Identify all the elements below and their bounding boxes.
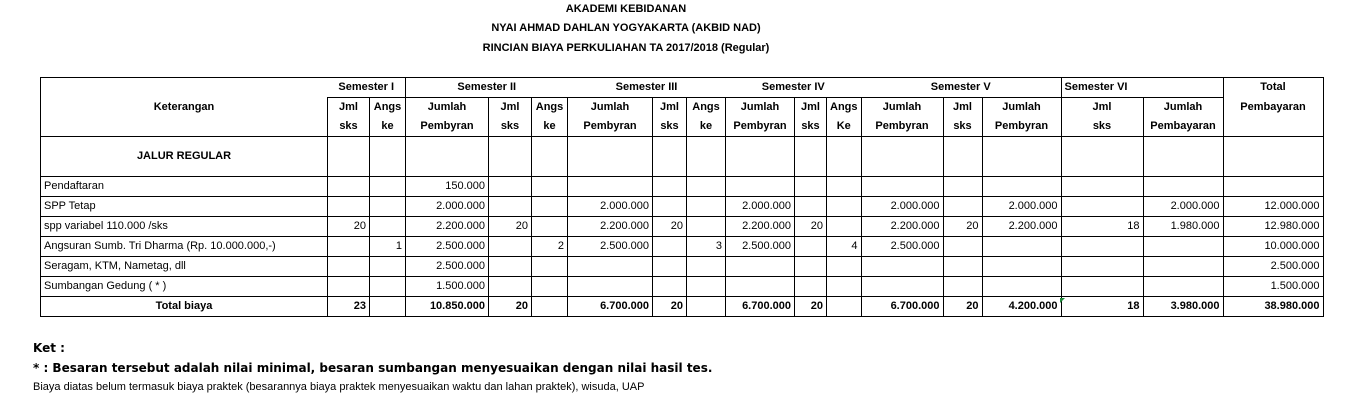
table-cell: [982, 177, 1061, 197]
pembayaran-header: Pembayaran: [1223, 98, 1323, 118]
table-cell: 2.500.000: [1223, 257, 1323, 277]
total-cell: 38.980.000: [1223, 297, 1323, 317]
table-cell: [328, 197, 370, 217]
row-label: Sumbangan Gedung ( * ): [41, 277, 328, 297]
table-cell: 2.000.000: [861, 197, 943, 217]
sks-header: sks: [653, 117, 687, 137]
table-cell: 1: [370, 237, 406, 257]
table-cell: [532, 177, 568, 197]
note-exclusions: Biaya diatas belum termasuk biaya praktek (besarannya biaya praktek menyesuaikan waktu dan lahan praktek), wisuda, UAP: [33, 381, 645, 393]
ke-header: Ke: [827, 117, 862, 137]
table-cell: [795, 257, 827, 277]
table-row: [41, 177, 1324, 197]
table-row: [41, 217, 1324, 237]
table-cell: [328, 277, 370, 297]
table-cell: [568, 257, 653, 277]
table-cell: [1143, 277, 1223, 297]
table-cell: 18: [1061, 217, 1143, 237]
sks-header: sks: [1061, 117, 1143, 137]
table-cell: [370, 217, 406, 237]
jml-header: Jml: [328, 98, 370, 118]
row-label: Angsuran Sumb. Tri Dharma (Rp. 10.000.000,-): [41, 237, 328, 257]
table-cell: [726, 177, 795, 197]
total-cell: 6.700.000: [861, 297, 943, 317]
total-cell: 4.200.000: [982, 297, 1061, 317]
row-label: SPP Tetap: [41, 197, 328, 217]
jml-header: Jml: [795, 98, 827, 118]
pembyran-header: Pembyran: [861, 117, 943, 137]
table-cell: [370, 177, 406, 197]
table-cell: [795, 197, 827, 217]
table-cell: [532, 217, 568, 237]
total-cell: [687, 297, 726, 317]
table-cell: [328, 177, 370, 197]
ke-header: ke: [687, 117, 726, 137]
table-cell: [1061, 257, 1143, 277]
table-cell: [795, 237, 827, 257]
table-cell: 2.500.000: [406, 257, 489, 277]
table-cell: [532, 277, 568, 297]
semester-4-header: Semester IV: [726, 78, 862, 98]
table-cell: [1143, 177, 1223, 197]
table-cell: [943, 177, 982, 197]
table-cell: 20: [653, 217, 687, 237]
jumlah-header: Jumlah: [861, 98, 943, 118]
table-cell: [1223, 177, 1323, 197]
pembayaran-subheader: Pembayaran: [1143, 117, 1223, 137]
angs-header: Angs: [827, 98, 862, 118]
table-cell: 1.980.000: [1143, 217, 1223, 237]
table-cell: 20: [328, 217, 370, 237]
table-cell: [653, 197, 687, 217]
table-cell: 2.000.000: [982, 197, 1061, 217]
semester-5-header: Semester V: [861, 78, 1061, 98]
table-cell: 2.500.000: [406, 237, 489, 257]
table-cell: 2.000.000: [1143, 197, 1223, 217]
ke-header: ke: [370, 117, 406, 137]
table-cell: [795, 277, 827, 297]
jumlah-header: Jumlah: [1143, 98, 1223, 118]
table-cell: 2: [532, 237, 568, 257]
table-cell: [982, 257, 1061, 277]
table-cell: [370, 277, 406, 297]
total-header: Total: [1223, 78, 1323, 98]
table-cell: [687, 197, 726, 217]
angs-header: Angs: [370, 98, 406, 118]
table-cell: [532, 197, 568, 217]
table-cell: [328, 237, 370, 257]
table-cell: [1061, 277, 1143, 297]
total-cell: [827, 297, 862, 317]
keterangan-header: Keterangan: [41, 98, 328, 118]
table-cell: [489, 197, 532, 217]
table-cell: 20: [489, 217, 532, 237]
table-cell: 150.000: [406, 177, 489, 197]
sks-header: sks: [489, 117, 532, 137]
jumlah-header: Jumlah: [982, 98, 1061, 118]
notes-label: Ket :: [33, 341, 65, 355]
table-cell: 2.000.000: [406, 197, 489, 217]
table-cell: [489, 237, 532, 257]
table-cell: [653, 277, 687, 297]
institution-full-name: NYAI AHMAD DAHLAN YOGYAKARTA (AKBID NAD): [491, 22, 761, 34]
table-cell: [726, 277, 795, 297]
total-cell: [532, 297, 568, 317]
table-cell: [1061, 237, 1143, 257]
total-cell: 3.980.000: [1143, 297, 1223, 317]
table-cell: [370, 257, 406, 277]
table-cell: 2.200.000: [982, 217, 1061, 237]
subheader-row-2: [41, 117, 1324, 137]
table-cell: [653, 237, 687, 257]
section-row: [41, 137, 1324, 177]
table-cell: 2.200.000: [406, 217, 489, 237]
document-title: RINCIAN BIAYA PERKULIAHAN TA 2017/2018 (Regular): [482, 42, 770, 54]
semester-6-header: Semester VI: [1061, 78, 1223, 98]
total-cell: 10.850.000: [406, 297, 489, 317]
jml-header: Jml: [653, 98, 687, 118]
table-cell: [943, 197, 982, 217]
table-cell: [943, 237, 982, 257]
jumlah-header: Jumlah: [406, 98, 489, 118]
pembyran-header: Pembyran: [406, 117, 489, 137]
note-minimum: * : Besaran tersebut adalah nilai minimal, besaran sumbangan menyesuaikan dengan nilai hasil tes.: [33, 361, 713, 375]
table-cell: [653, 257, 687, 277]
table-cell: 2.000.000: [568, 197, 653, 217]
section-label: JALUR REGULAR: [41, 137, 328, 177]
table-cell: [827, 277, 862, 297]
jumlah-header: Jumlah: [568, 98, 653, 118]
ke-header: ke: [532, 117, 568, 137]
sks-header: sks: [943, 117, 982, 137]
pembyran-header: Pembyran: [982, 117, 1061, 137]
sks-header: sks: [328, 117, 370, 137]
table-row: [41, 237, 1324, 257]
table-cell: [827, 257, 862, 277]
table-cell: [687, 217, 726, 237]
table-cell: [568, 177, 653, 197]
table-cell: [687, 177, 726, 197]
pembyran-header: Pembyran: [568, 117, 653, 137]
table-cell: 2.200.000: [861, 217, 943, 237]
table-cell: [1143, 237, 1223, 257]
table-cell: 1.500.000: [406, 277, 489, 297]
table-cell: 4: [827, 237, 862, 257]
table-cell: [943, 277, 982, 297]
table-cell: [827, 177, 862, 197]
table-cell: [1061, 197, 1143, 217]
table-cell: 2.500.000: [861, 237, 943, 257]
table-cell: [653, 177, 687, 197]
table-cell: 20: [943, 217, 982, 237]
semester-2-header: Semester II: [406, 78, 568, 98]
table-cell: 3: [687, 237, 726, 257]
table-cell: [687, 257, 726, 277]
sks-header: sks: [795, 117, 827, 137]
table-cell: [370, 197, 406, 217]
jml-header: Jml: [1061, 98, 1143, 118]
cell-comment-marker: [1060, 298, 1065, 303]
jumlah-header: Jumlah: [726, 98, 795, 118]
table-cell: [861, 277, 943, 297]
table-cell: [489, 257, 532, 277]
table-cell: 2.200.000: [726, 217, 795, 237]
table-cell: [328, 257, 370, 277]
total-cell: 20: [795, 297, 827, 317]
total-cell: 23: [328, 297, 370, 317]
total-label: Total biaya: [41, 297, 328, 317]
institution-name: AKADEMI KEBIDANAN: [565, 3, 687, 15]
table-cell: [982, 237, 1061, 257]
fee-table: [40, 77, 1324, 317]
jml-header: Jml: [489, 98, 532, 118]
table-cell: [861, 177, 943, 197]
total-cell: 18: [1061, 297, 1143, 317]
pembyran-header: Pembyran: [726, 117, 795, 137]
total-cell: [370, 297, 406, 317]
subheader-row-1: [41, 98, 1324, 118]
table-cell: [795, 177, 827, 197]
angs-header: Angs: [532, 98, 568, 118]
table-cell: [827, 217, 862, 237]
table-cell: 2.500.000: [726, 237, 795, 257]
angs-header: Angs: [687, 98, 726, 118]
table-cell: [1143, 257, 1223, 277]
table-row: [41, 277, 1324, 297]
table-cell: 2.200.000: [568, 217, 653, 237]
table-cell: [1061, 177, 1143, 197]
table-cell: [687, 277, 726, 297]
table-cell: 10.000.000: [1223, 237, 1323, 257]
total-cell: 20: [943, 297, 982, 317]
table-row: [41, 197, 1324, 217]
table-cell: [982, 277, 1061, 297]
semester-1-header: Semester I: [328, 78, 406, 98]
total-cell: 6.700.000: [568, 297, 653, 317]
row-label: Pendaftaran: [41, 177, 328, 197]
row-label: Seragam, KTM, Nametag, dll: [41, 257, 328, 277]
table-cell: 12.980.000: [1223, 217, 1323, 237]
table-row: [41, 257, 1324, 277]
semester-header-row: [41, 78, 1324, 98]
jml-header: Jml: [943, 98, 982, 118]
total-row: [41, 297, 1324, 317]
total-cell: 20: [653, 297, 687, 317]
table-cell: 2.500.000: [568, 237, 653, 257]
table-cell: 1.500.000: [1223, 277, 1323, 297]
table-cell: [489, 277, 532, 297]
table-cell: 12.000.000: [1223, 197, 1323, 217]
total-cell: 6.700.000: [726, 297, 795, 317]
table-cell: 20: [795, 217, 827, 237]
table-cell: [943, 257, 982, 277]
table-cell: [726, 257, 795, 277]
total-cell: 20: [489, 297, 532, 317]
table-cell: 2.000.000: [726, 197, 795, 217]
table-cell: [489, 177, 532, 197]
table-cell: [827, 197, 862, 217]
table-cell: [861, 257, 943, 277]
row-label: spp variabel 110.000 /sks: [41, 217, 328, 237]
semester-3-header: Semester III: [568, 78, 726, 98]
table-cell: [532, 257, 568, 277]
table-cell: [568, 277, 653, 297]
